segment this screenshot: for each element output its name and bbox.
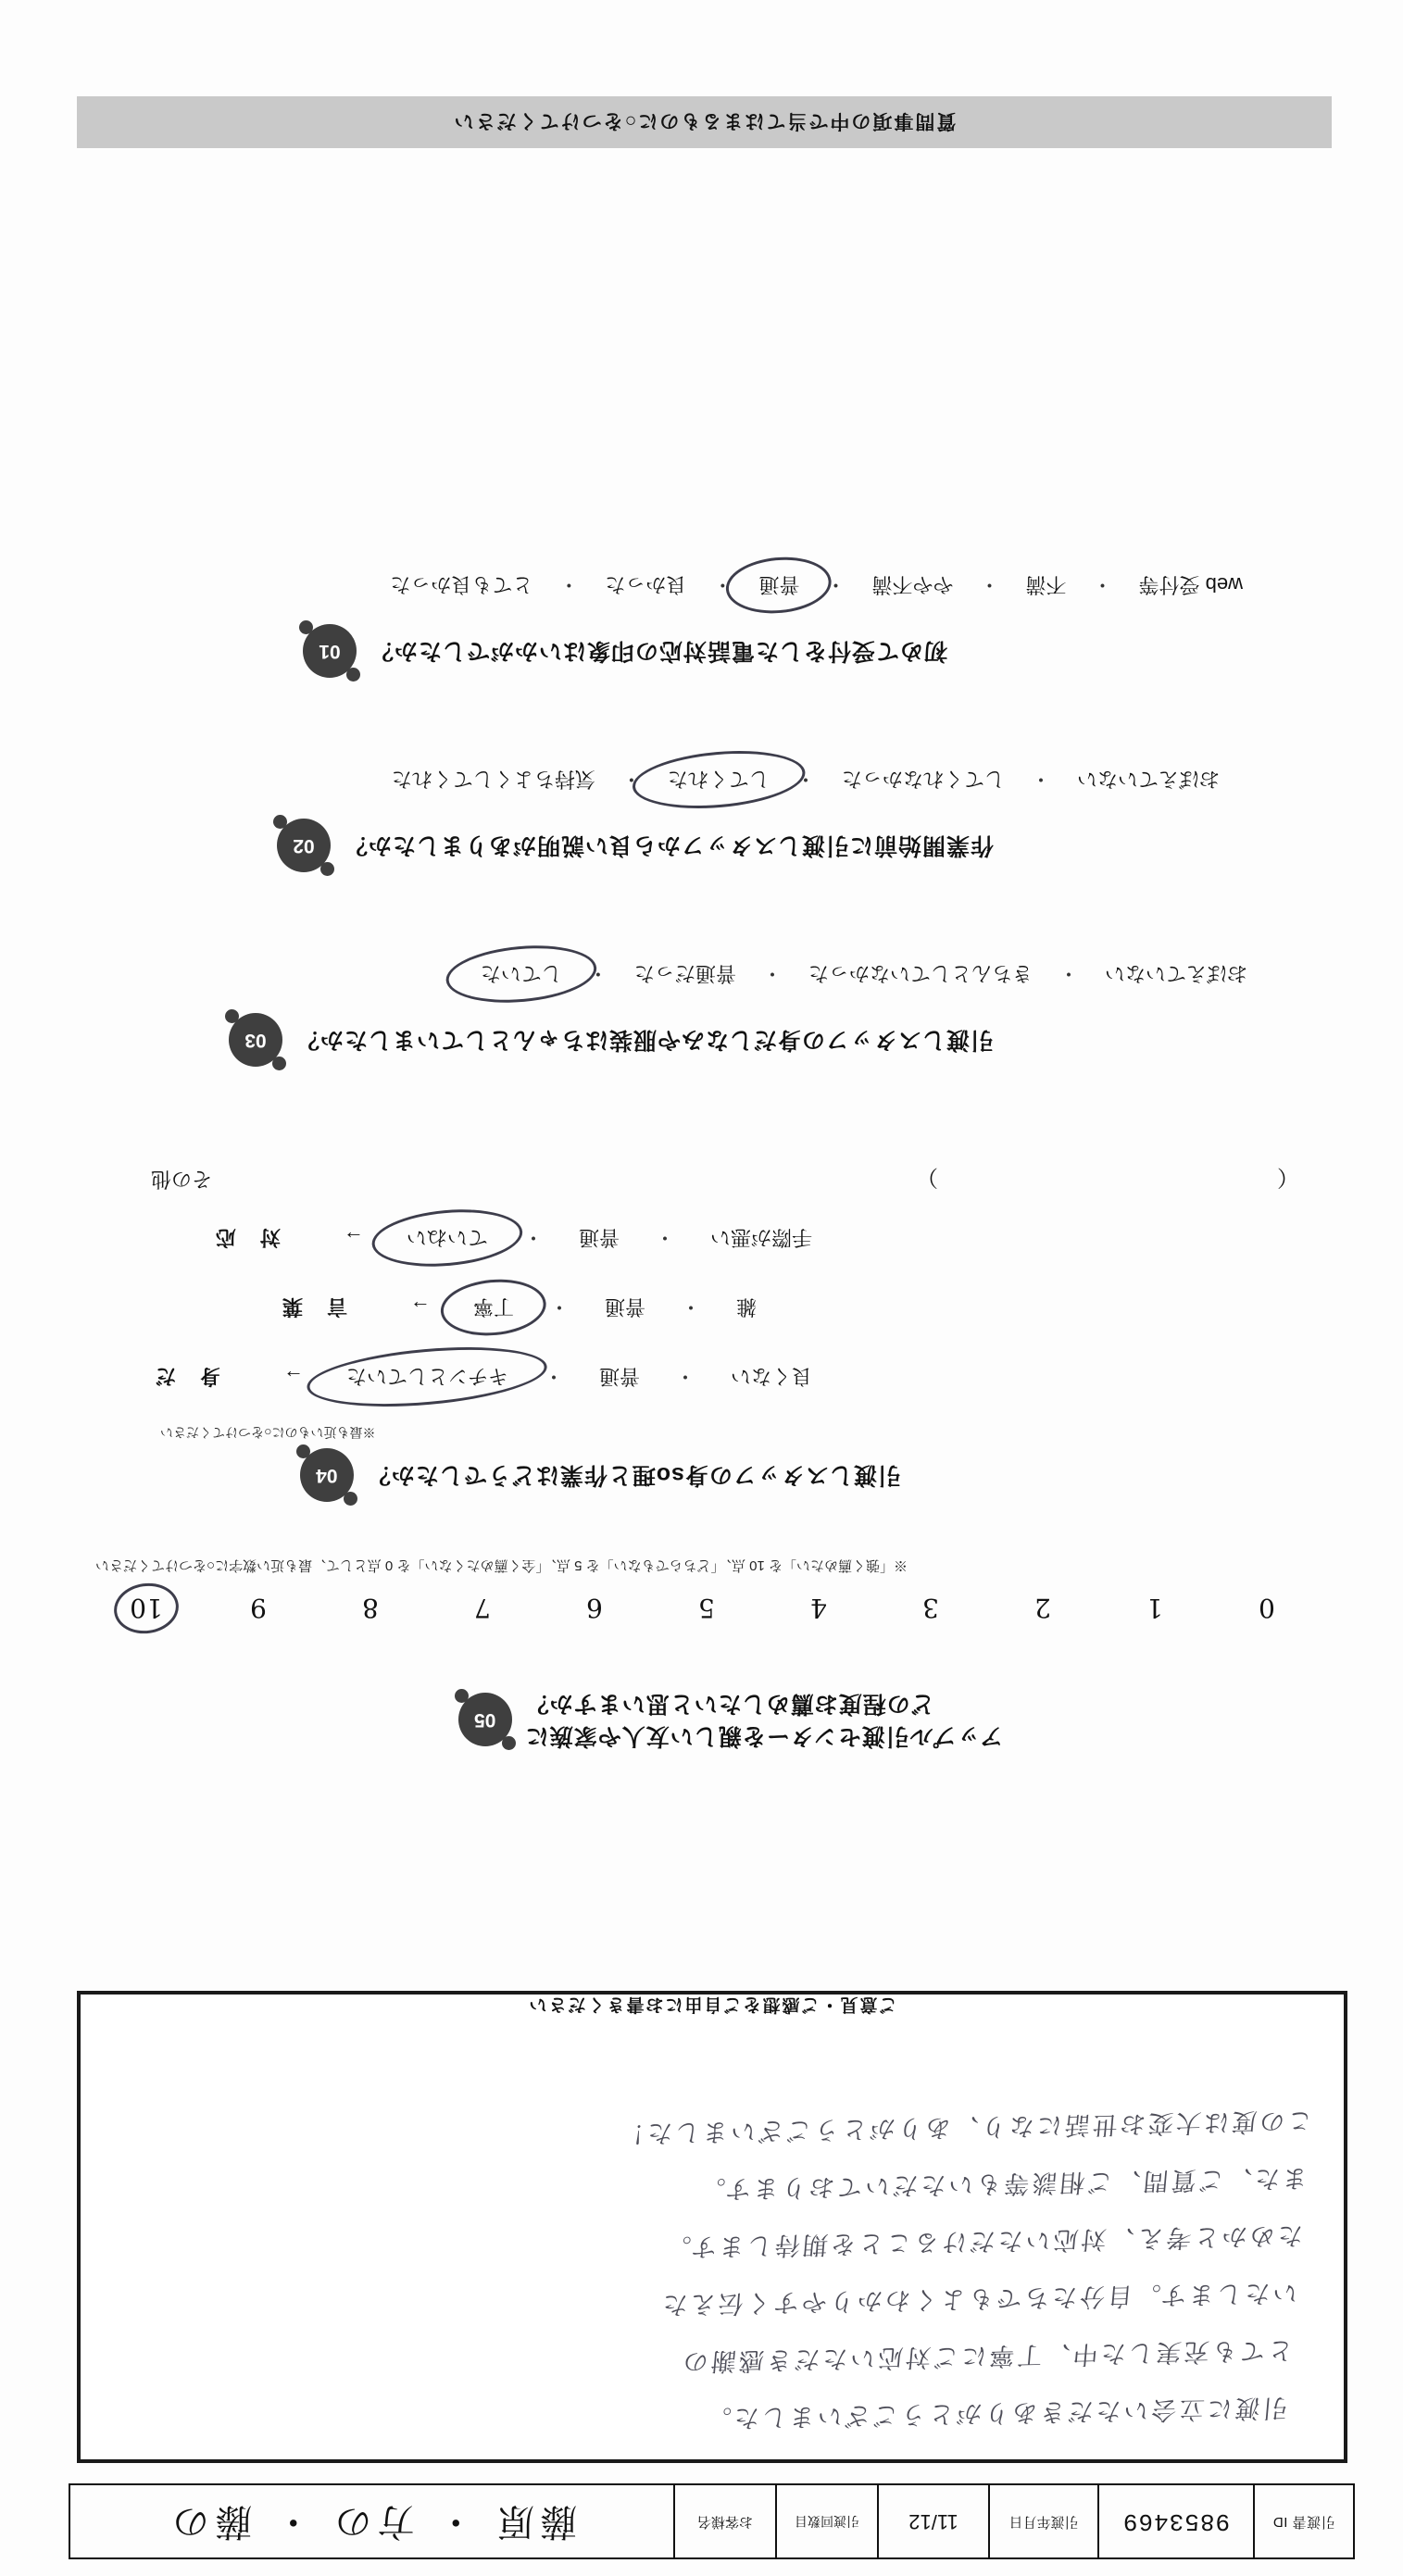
question-4-row-2[interactable] (281, 1290, 781, 1326)
scale-option-2[interactable]: 2 (1034, 1593, 1051, 1624)
option-separator: ・ (543, 1365, 564, 1388)
header-id-value: 9853469 (1097, 2485, 1253, 2557)
question-2-option-1[interactable]: 気持ちよくしてくれた (391, 768, 595, 791)
scale-option-6[interactable]: 6 (586, 1593, 603, 1624)
scale-option-7[interactable]: 7 (474, 1593, 491, 1624)
arrow-icon: → (283, 1366, 305, 1390)
option-separator: ・ (979, 573, 1000, 596)
question-1-badge: 01 (303, 624, 357, 678)
question-4-row-2-option-3[interactable]: 雑 (735, 1295, 757, 1319)
option-separator: ・ (548, 1295, 570, 1319)
question-2-option-4[interactable]: おぼえていない (1076, 768, 1220, 791)
free-comment-caption: ご意見・ご感想をご自由にお書きください (527, 1995, 897, 2014)
scale-option-5[interactable]: 5 (698, 1593, 715, 1624)
question-1-option-3[interactable]: 普通 (734, 568, 823, 604)
question-5-header (458, 1687, 1003, 1752)
question-1-option-4[interactable]: やや不満 (871, 573, 954, 596)
header-name-value: 藤原 ・ 方の ・ 藤の (167, 2500, 577, 2543)
question-2-option-2[interactable]: してくれた (644, 762, 794, 798)
option-separator: ・ (680, 1295, 701, 1319)
scale-option-10[interactable]: 10 (114, 1594, 179, 1624)
question-3-option-2[interactable]: 普通だった (633, 962, 736, 985)
instruction-banner: 質問事項の中で当てはまるものに○をつけてください (77, 96, 1332, 148)
question-4-row-3-option-1[interactable]: ていねい (382, 1220, 512, 1257)
question-4-row-1[interactable] (154, 1359, 836, 1395)
question-4-other-input[interactable]: （ ） (914, 1165, 1299, 1190)
question-2-option-3[interactable]: してくれなかった (841, 768, 1005, 791)
question-3-text: 引渡しスタッフの身だしなみや服装はちゃんとしていましたか？ (294, 1027, 994, 1054)
question-4-badge: 04 (300, 1448, 354, 1502)
scale-option-1[interactable]: 1 (1146, 1593, 1163, 1624)
question-5-badge: 05 (458, 1693, 512, 1746)
question-4-row-3[interactable] (214, 1220, 836, 1257)
question-5-text (525, 1687, 1003, 1752)
question-5-note: ※「強く薦めたい」を 10 点、「どちらでもない」を 5 点、「全く薦めたくない」を 0 点として、最も近い数字に○をつけてください (95, 1557, 908, 1573)
page-content (49, 11, 1355, 2567)
question-3-badge: 03 (229, 1013, 282, 1067)
question-1-option-6[interactable]: web 受付等 (1138, 573, 1243, 596)
header-info-table (69, 2483, 1355, 2559)
question-1-header (303, 624, 947, 678)
question-4-text: 引渡しスタッフの身so理と作業はどうでしたか？ (366, 1462, 901, 1489)
question-3-option-1[interactable]: していた (457, 957, 586, 993)
handwritten-comment: 引渡に立会いただきありがとうございました。 とても充実した中、丁寧にご対応いただき感謝の いたします。自分たちでもよくわかりやすく伝えた ためかと考え、対応いただけることを期待します。 また、ご質問、ご相談等もいただいております。 この度は大変お世話になり、ありがとうございました！ (615, 2106, 1314, 2433)
option-separator: ・ (795, 768, 816, 791)
option-separator: ・ (1030, 768, 1051, 791)
header-date-label: 引渡年月日 (988, 2485, 1097, 2557)
scale-option-9[interactable]: 9 (250, 1593, 267, 1624)
question-5-line2: どの程度お薦めしたいと思いますか？ (524, 1691, 934, 1717)
scale-option-8[interactable]: 8 (362, 1593, 379, 1624)
question-5-scale[interactable] (114, 1581, 1299, 1636)
arrow-icon: → (409, 1296, 431, 1320)
question-4-row-3-option-3[interactable]: 手際が悪い (709, 1226, 812, 1249)
option-separator: ・ (761, 962, 783, 985)
question-2-header (277, 819, 994, 872)
option-separator: ・ (587, 962, 608, 985)
question-4-header (300, 1448, 901, 1502)
question-4-row-2-option-1[interactable]: 丁寧 (449, 1290, 538, 1326)
option-separator: ・ (1058, 962, 1079, 985)
question-3-options[interactable] (457, 957, 1271, 993)
question-1-option-2[interactable]: 良かった (605, 573, 687, 596)
option-separator: ・ (674, 1365, 695, 1388)
question-3-option-3[interactable]: きちんとしていなかった (808, 962, 1033, 985)
option-separator: ・ (522, 1226, 544, 1249)
question-4-row-1-option-2[interactable]: 普通 (598, 1365, 640, 1388)
question-4-row-3-label: 対 応 (213, 1226, 281, 1249)
option-separator: ・ (558, 573, 580, 596)
question-3-option-4[interactable]: おぼえていない (1104, 962, 1247, 985)
option-separator: ・ (1092, 573, 1113, 596)
question-4-row-1-option-1[interactable]: キチンとしていた (322, 1359, 532, 1395)
question-4-row-3-option-2[interactable]: 普通 (578, 1226, 620, 1249)
question-1-option-1[interactable]: とても良かった (390, 573, 533, 596)
header-name-label: お客様名 (673, 2485, 775, 2557)
question-2-options[interactable] (368, 762, 1244, 798)
question-2-text: 作業開始前に引渡しスタッフから良い説明がありましたか？ (343, 832, 994, 859)
question-5-line1: アップル引渡センターを親しい友人や家族に (524, 1723, 1003, 1749)
header-id-label: 引渡書 ID (1253, 2485, 1353, 2557)
option-separator: ・ (825, 573, 846, 596)
question-2-badge: 02 (277, 819, 331, 872)
arrow-icon: → (343, 1227, 364, 1251)
question-1-text: 初めて受付をした電話対応の印象はいかがでしたか？ (369, 638, 947, 665)
question-1-options[interactable] (366, 568, 1267, 604)
header-count-label: 引渡回数目 (775, 2485, 877, 2557)
question-4-row-1-option-3[interactable]: 良くない (730, 1365, 812, 1388)
option-separator: ・ (620, 768, 642, 791)
option-separator: ・ (654, 1226, 675, 1249)
option-separator: ・ (712, 573, 733, 596)
question-4-other-label: その他 (151, 1168, 213, 1191)
question-3-header (229, 1013, 994, 1067)
question-4-row-1-label: 身 だ (154, 1365, 221, 1388)
header-date-value: 11/12 (877, 2485, 988, 2557)
question-4-row-2-option-2[interactable]: 普通 (604, 1295, 645, 1319)
question-4-row-2-label: 言 葉 (280, 1295, 347, 1319)
scale-option-0[interactable]: 0 (1259, 1593, 1275, 1624)
scale-option-4[interactable]: 4 (810, 1593, 827, 1624)
scale-option-3[interactable]: 3 (922, 1593, 939, 1624)
question-1-option-5[interactable]: 不満 (1025, 573, 1067, 596)
question-4-note: ※最も近いものに○をつけてください (160, 1425, 376, 1440)
question-4-other-row[interactable] (151, 1164, 1299, 1196)
